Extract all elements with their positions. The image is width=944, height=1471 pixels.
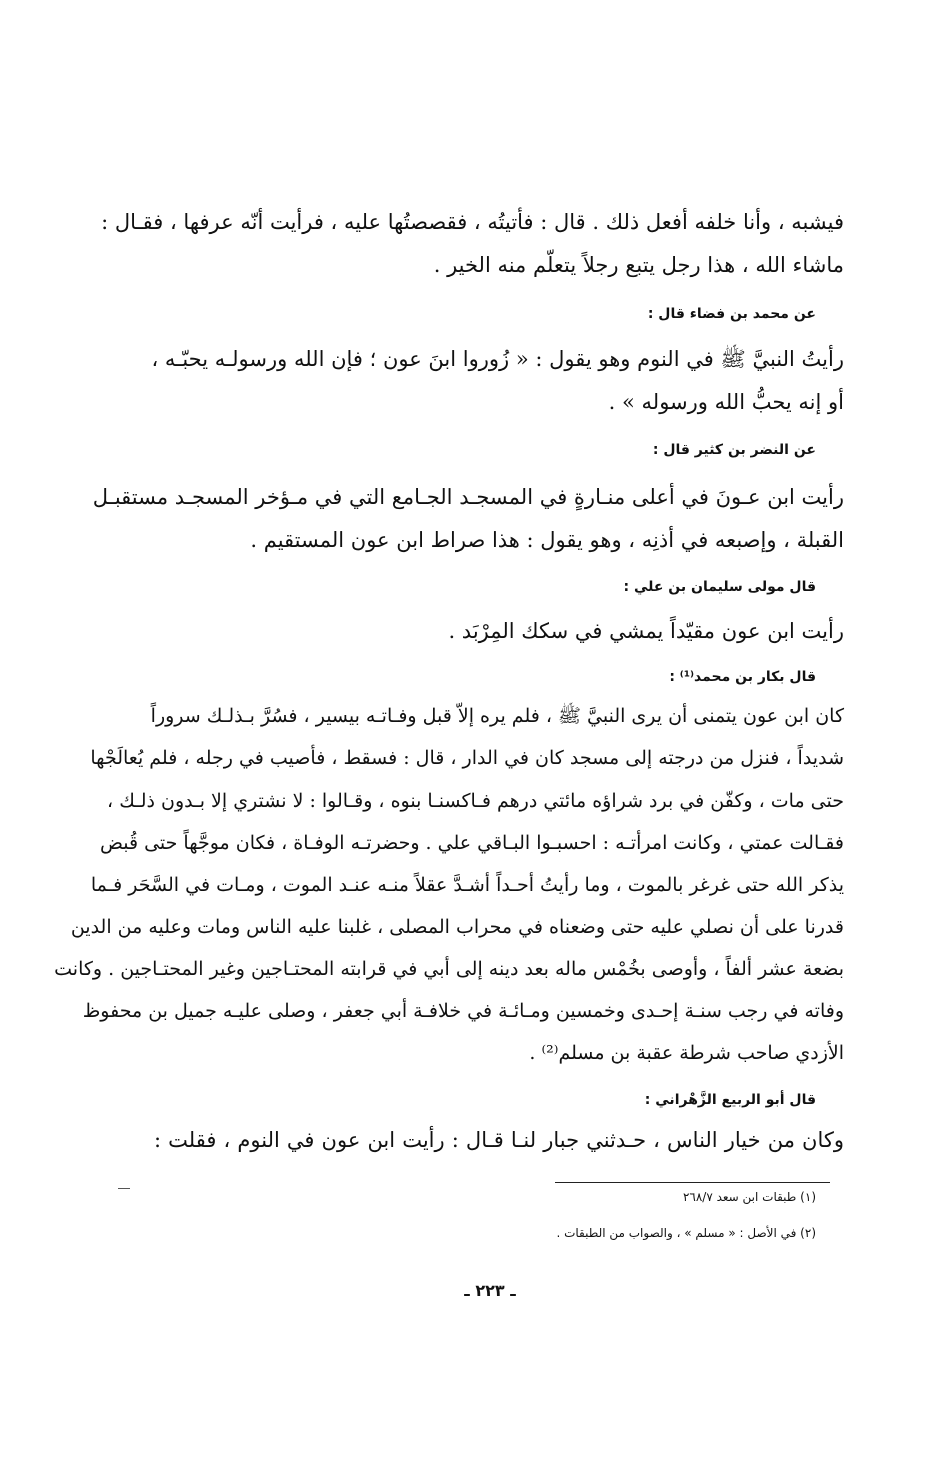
body-line-14: بضعة عشر ألفاً ، وأوصى بخُمْس ماله بعد دينه إلى أبي في قرابته المحتـاجين وغير المحتـاجين . وكانت xyxy=(54,958,844,980)
body-line-12: يذكر الله حتى غرغر بالموت ، وما رأيتُ أحـداً أشـدَّ عقلاً منـه عنـد الموت ، ومـات في السَّحَر فـما xyxy=(90,874,844,896)
footnote-2: (٢) في الأصل : « مسلم » ، والصواب من الطبقات . xyxy=(556,1226,816,1240)
body-line-3: رأيتُ النبيَّ ﷺ في النوم وهو يقول : « زُوروا ابنَ عون ؛ فإن الله ورسولـه يحبّـه ، xyxy=(151,347,844,371)
scan-mark xyxy=(118,1188,130,1189)
section-heading: قال مولى سليمان بن علي : xyxy=(623,579,816,595)
footnote-1: (١) طبقات ابن سعد ٢٦٨/٧ xyxy=(682,1190,816,1204)
section-heading: قال بكار بن محمد⁽¹⁾ : xyxy=(669,669,816,685)
body-line-17: وكان من خيار الناس ، حـدثني جبار لنـا قـال : رأيت ابن عون في النوم ، فقلت : xyxy=(154,1128,844,1152)
body-line-2: ماشاء الله ، هذا رجل يتبع رجلاً يتعلّم منه الخير . xyxy=(433,253,844,277)
body-line-9: شديداً ، فنزل من درجته إلى مسجد كان في الدار ، قال : فسقط ، فأصيب في رجله ، فلم يُعالَجْها xyxy=(90,747,844,769)
body-line-7: رأيت ابن عون مقيّداً يمشي في سكك المِرْبَد . xyxy=(448,619,844,643)
body-line-4: أو إنه يحبُّ الله ورسوله » . xyxy=(608,390,844,414)
section-heading: عن النضر بن كثير قال : xyxy=(652,442,816,458)
body-line-8: كان ابن عون يتمنى أن يرى النبيَّ ﷺ ، فلم يره إلاّ قبل وفـاتـه بيسير ، فسُرَّ بـذلـك سروراً xyxy=(150,705,844,727)
body-line-6: القبلة ، وإصبعه في أذنِه ، وهو يقول : هذا صراط ابن عون المستقيم . xyxy=(250,528,844,552)
body-line-11: فقـالت عمتي ، وكانت امرأتـه : احسبـوا البـاقي علي . وحضرتـه الوفـاة ، فكان موجَّهاً حتى قُبض xyxy=(99,832,844,854)
section-heading: قال أبو الربيع الزَّهْراني : xyxy=(644,1092,816,1108)
page-number: ـ ٢٢٣ ـ xyxy=(464,1281,516,1300)
body-line-5: رأيت ابن عـونَ في أعلى منـارةٍ في المسجـد الجـامع التي في مـؤخر المسجـد مستقبـل xyxy=(92,485,844,509)
body-line-13: قدرنا على أن نصلي عليه حتى وضعناه في محراب المصلى ، غلبنا عليه الناس ومات وعليه من الدين xyxy=(70,916,844,938)
section-heading: عن محمد بن فضاء قال : xyxy=(647,306,816,322)
body-line-16: الأزدي صاحب شرطة عقبة بن مسلم⁽²⁾ . xyxy=(529,1042,844,1064)
footnote-separator xyxy=(555,1182,830,1183)
body-line-1: فيشبه ، وأنا خلفه أفعل ذلك . قال : فأتيتُه ، فقصصتُها عليه ، فرأيت أنّه عرفها ، فقـال : xyxy=(101,210,844,234)
body-line-15: وفاته في رجب سنـة إحـدى وخمسين ومـائـة في خلافـة أبي جعفر ، وصلى عليـه جميل بن محفوظ xyxy=(82,1000,844,1022)
body-line-10: حتى مات ، وكفّن في برد شراؤه مائتي درهم فـاكسنـا بنوه ، وقـالوا : لا نشتري إلا بـدون ذلـك ، xyxy=(107,790,844,812)
